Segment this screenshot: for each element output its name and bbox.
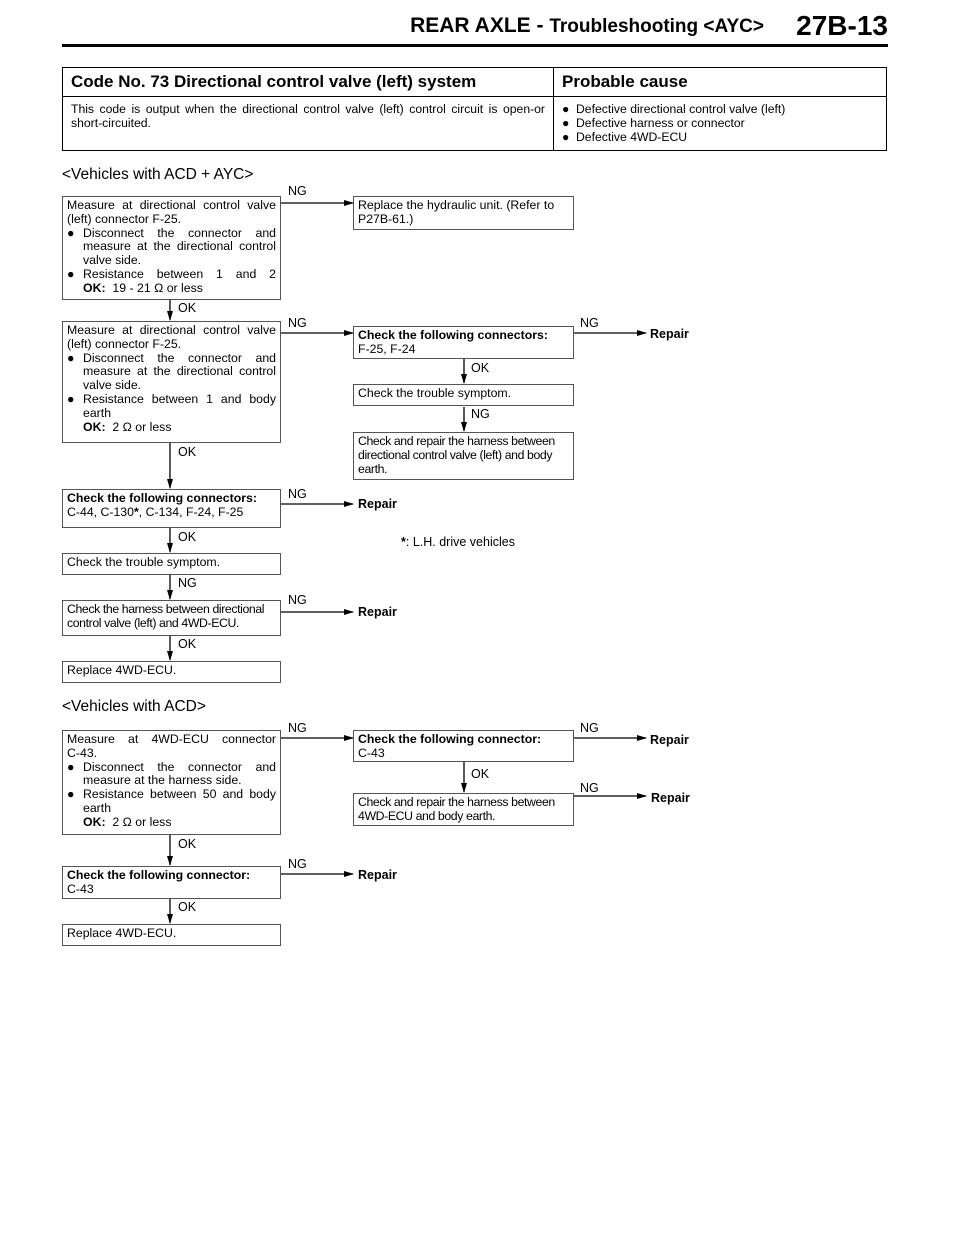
section-title-acd: <Vehicles with ACD>: [62, 698, 206, 715]
ng-label: NG: [288, 316, 307, 330]
repair-label: Repair: [358, 605, 397, 619]
ok-label: OK: [471, 767, 490, 781]
flow-box-measure-ecu-connector-c43: Measure at 4WD-ECU connector C-43. ● Disconnect the connector and measure at the harness side. ● Resistance between 50 and body earth OK: 2 Ω or less: [62, 730, 281, 835]
repair-label: Repair: [358, 497, 397, 511]
ok-label: OK: [178, 900, 197, 914]
flow-box-repair-harness-valve-earth: Check and repair the harness between directional control valve (left) and body earth.: [353, 432, 574, 480]
cause-item: Defective harness or connector: [576, 116, 745, 130]
code-table-header-cause: Probable cause: [554, 68, 887, 97]
ok-label: OK: [178, 837, 197, 851]
ng-label: NG: [471, 407, 490, 421]
repair-label: Repair: [651, 791, 690, 805]
repair-label: Repair: [650, 733, 689, 747]
cause-item: Defective directional control valve (left): [576, 102, 786, 116]
ng-label: NG: [288, 593, 307, 607]
ok-label: OK: [178, 530, 197, 544]
repair-label: Repair: [650, 327, 689, 341]
flow-box-check-trouble-symptom-2: Check the trouble symptom.: [62, 553, 281, 575]
flow-box-check-connectors-c44: Check the following connectors: C-44, C-130*, C-134, F-24, F-25: [62, 489, 281, 528]
ng-label: NG: [580, 316, 599, 330]
ng-label: NG: [288, 487, 307, 501]
section-title-acd-ayc: <Vehicles with ACD + AYC>: [62, 166, 254, 183]
ok-label: OK: [471, 361, 490, 375]
ng-label: NG: [178, 576, 197, 590]
cause-item: Defective 4WD-ECU: [576, 130, 688, 144]
flow-box-check-connector-c43-2: Check the following connector: C-43: [62, 866, 281, 899]
flow-box-check-harness-valve-ecu: Check the harness between directional control valve (left) and 4WD-ECU.: [62, 600, 281, 636]
ok-label: OK: [178, 445, 197, 459]
ng-label: NG: [288, 857, 307, 871]
ng-label: NG: [580, 721, 599, 735]
repair-label: Repair: [358, 868, 397, 882]
flow-box-repair-harness-ecu-earth: Check and repair the harness between 4WD-ECU and body earth.: [353, 793, 574, 826]
flow-box-measure-valve-resistance: Measure at directional control valve (left) connector F-25. ● Disconnect the connector and measure at the directional control valve side. ● Resistance between 1 and 2 OK: 19 - 21 Ω or less: [62, 196, 281, 300]
flow-box-check-connector-c43: Check the following connector: C-43: [353, 730, 574, 762]
page-number: 27B-13: [796, 10, 888, 41]
code-table-header-code: Code No. 73 Directional control valve (left) system: [63, 68, 554, 97]
flow-box-check-trouble-symptom: Check the trouble symptom.: [353, 384, 574, 406]
code-description: This code is output when the directional control valve (left) control circuit is open-or short-circuited.: [63, 97, 554, 151]
ng-label: NG: [288, 184, 307, 198]
page-header-title: REAR AXLE - Troubleshooting <AYC>: [410, 14, 764, 37]
flow-box-check-connectors-f25-f24: Check the following connectors: F-25, F-24: [353, 326, 574, 359]
footnote-lh-drive: *: L.H. drive vehicles: [401, 535, 515, 549]
flow-box-replace-4wd-ecu: Replace 4WD-ECU.: [62, 661, 281, 683]
ng-label: NG: [288, 721, 307, 735]
flow-box-measure-valve-body-earth: Measure at directional control valve (left) connector F-25. ● Disconnect the connector and measure at the directional control valve side. ● Resistance between 1 and body earth OK: 2 Ω or less: [62, 321, 281, 443]
flow-box-replace-hydraulic-unit: Replace the hydraulic unit. (Refer to P27B-61.): [353, 196, 574, 230]
flow-box-replace-4wd-ecu-2: Replace 4WD-ECU.: [62, 924, 281, 946]
ng-label: NG: [580, 781, 599, 795]
ok-label: OK: [178, 301, 197, 315]
page-header-subtitle: Troubleshooting <AYC>: [549, 16, 764, 37]
ok-label: OK: [178, 637, 197, 651]
probable-causes: ● Defective directional control valve (left) ● Defective harness or connector ● Defective 4WD-ECU: [554, 97, 887, 151]
